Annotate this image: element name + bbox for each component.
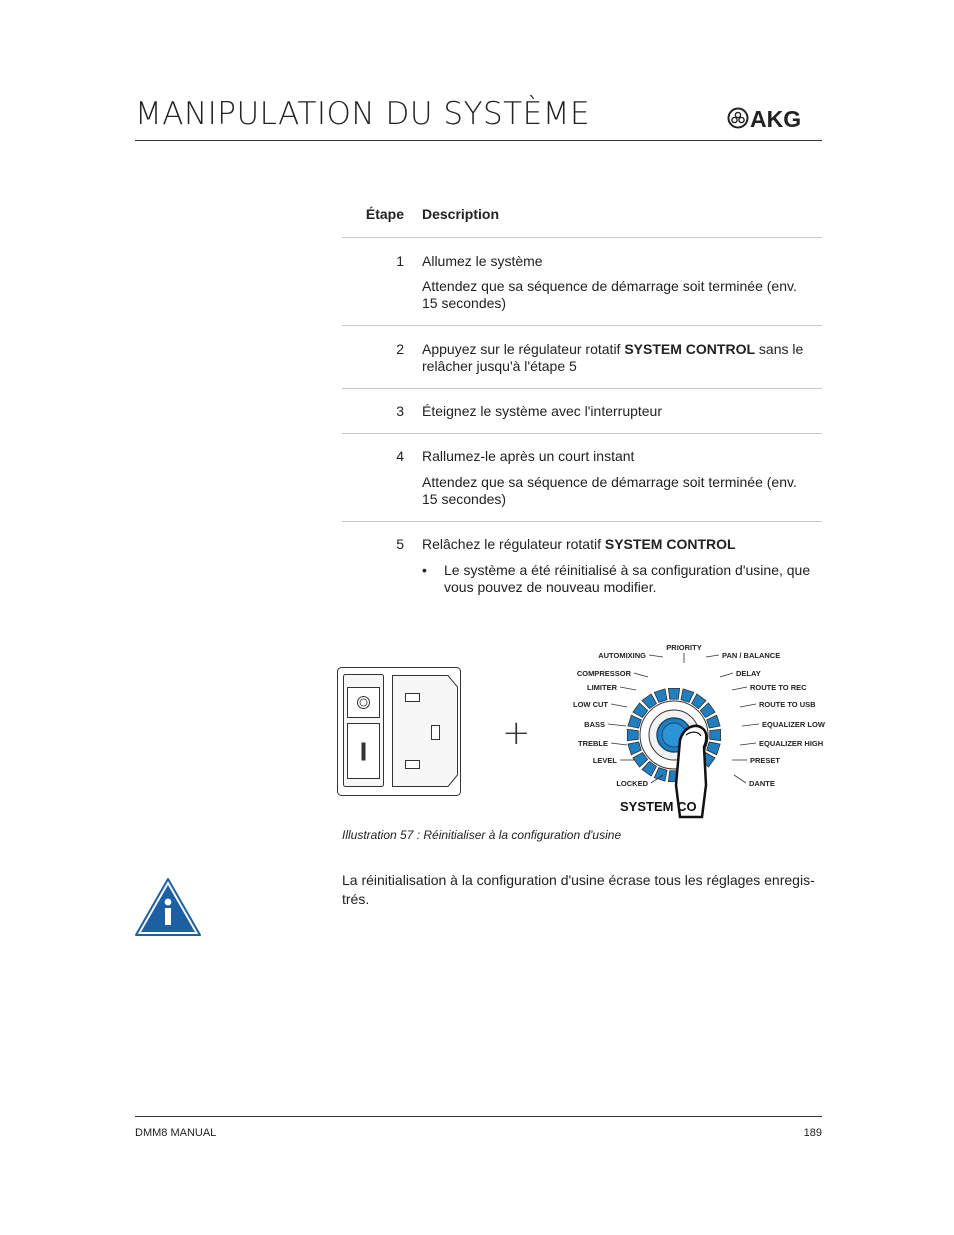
row-divider — [342, 237, 822, 238]
footer-page-number: 189 — [803, 1127, 822, 1139]
bullet: • — [422, 562, 427, 578]
knob-led-segment — [707, 742, 720, 755]
knob-led-segment — [642, 694, 656, 709]
knob-led-segment — [654, 689, 667, 702]
knob-led-segment — [633, 703, 648, 717]
knob-label-dante: DANTE — [749, 779, 775, 788]
label-leader-line — [706, 655, 719, 657]
reset-illustration — [330, 635, 830, 825]
knob-label-equalizer-low: EQUALIZER LOW — [762, 720, 825, 729]
row-divider — [342, 433, 822, 434]
label-leader-line — [634, 673, 648, 677]
knob-label-level: LEVEL — [592, 756, 617, 765]
note-text — [342, 871, 822, 909]
knob-label-pan-balance: PAN / BALANCE — [722, 651, 781, 660]
title-rule — [135, 140, 822, 141]
knob-led-segment — [642, 761, 656, 776]
knob-led-segment — [681, 689, 694, 702]
label-leader-line — [720, 673, 733, 677]
knob-led-segment — [692, 694, 706, 709]
system-control-knob — [627, 688, 720, 817]
knob-label-locked: LOCKED — [616, 779, 648, 788]
note-line: trés. — [342, 891, 370, 907]
info-icon — [134, 877, 202, 937]
step-text: 15 secondes) — [422, 491, 507, 507]
knob-label-compressor: COMPRESSOR — [576, 669, 631, 678]
label-leader-line — [740, 704, 756, 707]
knob-label-priority: PRIORITY — [666, 643, 702, 652]
power-switch-panel — [338, 668, 461, 796]
step-text: Allumez le système — [422, 253, 543, 269]
label-leader-line — [611, 704, 627, 707]
knob-led-segment — [707, 715, 720, 728]
label-leader-line — [649, 655, 663, 657]
bullet-text: vous pouvez de nouveau modifier. — [444, 579, 657, 595]
label-leader-line — [611, 743, 627, 745]
step-number: 5 — [396, 536, 404, 552]
label-leader-line — [740, 743, 756, 745]
footer-manual-name: DMM8 MANUAL — [135, 1127, 217, 1139]
knob-led-segment — [668, 688, 679, 699]
knob-label-delay: DELAY — [736, 669, 761, 678]
knob-label-equalizer-high: EQUALIZER HIGH — [759, 739, 824, 748]
step-text: relâcher jusqu'à l'étape 5 — [422, 358, 577, 374]
step-text: Rallumez-le après un court instant — [422, 448, 635, 464]
knob-label-low-cut: LOW CUT — [573, 700, 608, 709]
label-leader-line — [732, 687, 747, 690]
figure-caption: Illustration 57 : Réinitialiser à la configuration d'usine — [342, 828, 622, 842]
system-control-title: SYSTEM CO — [620, 799, 697, 814]
knob-led-segment — [700, 703, 715, 717]
bullet-text: Le système a été réinitialisé à sa configuration d'usine, que — [444, 562, 811, 578]
step-number: 2 — [396, 341, 404, 357]
label-leader-line — [742, 724, 759, 726]
row-divider — [342, 388, 822, 389]
footer-rule — [135, 1116, 822, 1117]
column-header-description: Description — [422, 206, 500, 222]
label-leader-line — [620, 687, 636, 690]
column-header-step: Étape — [365, 206, 404, 222]
knob-led-segment — [628, 742, 641, 755]
knob-label-limiter: LIMITER — [587, 683, 617, 692]
step-text: Attendez que sa séquence de démarrage soit terminée (env. — [422, 278, 797, 294]
step-text: Relâchez le régulateur rotatif SYSTEM CONTROL — [422, 536, 736, 552]
step-text: 15 secondes) — [422, 295, 507, 311]
svg-text:AKG: AKG — [750, 106, 802, 130]
knob-label-automixing: AUTOMIXING — [598, 651, 646, 660]
note-line: La réinitialisation à la configuration d'usine écrase tous les réglages enregis- — [342, 872, 815, 888]
step-text: Éteignez le système avec l'interrupteur — [422, 403, 663, 419]
plus-sign: + — [502, 713, 531, 753]
knob-label-route-to-rec: ROUTE TO REC — [750, 683, 807, 692]
step-text: Attendez que sa séquence de démarrage soit terminée (env. — [422, 474, 797, 490]
step-text: Appuyez sur le régulateur rotatif SYSTEM CONTROL sans le — [422, 341, 804, 357]
page-title: MANIPULATION DU SYSTÈME — [135, 96, 591, 132]
knob-label-preset: PRESET — [750, 756, 781, 765]
step-number: 4 — [396, 448, 404, 464]
knob-led-segment — [710, 729, 721, 740]
row-divider — [342, 521, 822, 522]
label-leader-line — [608, 724, 626, 726]
row-divider — [342, 325, 822, 326]
knob-led-segment — [628, 715, 641, 728]
knob-led-segment — [633, 753, 648, 767]
step-number: 1 — [396, 253, 404, 269]
akg-logo — [727, 106, 823, 130]
step-number: 3 — [396, 403, 404, 419]
knob-led-segment — [627, 729, 638, 740]
label-leader-line — [734, 775, 746, 783]
knob-label-bass: BASS — [584, 720, 605, 729]
knob-label-route-to-usb: ROUTE TO USB — [759, 700, 816, 709]
knob-label-treble: TREBLE — [578, 739, 608, 748]
